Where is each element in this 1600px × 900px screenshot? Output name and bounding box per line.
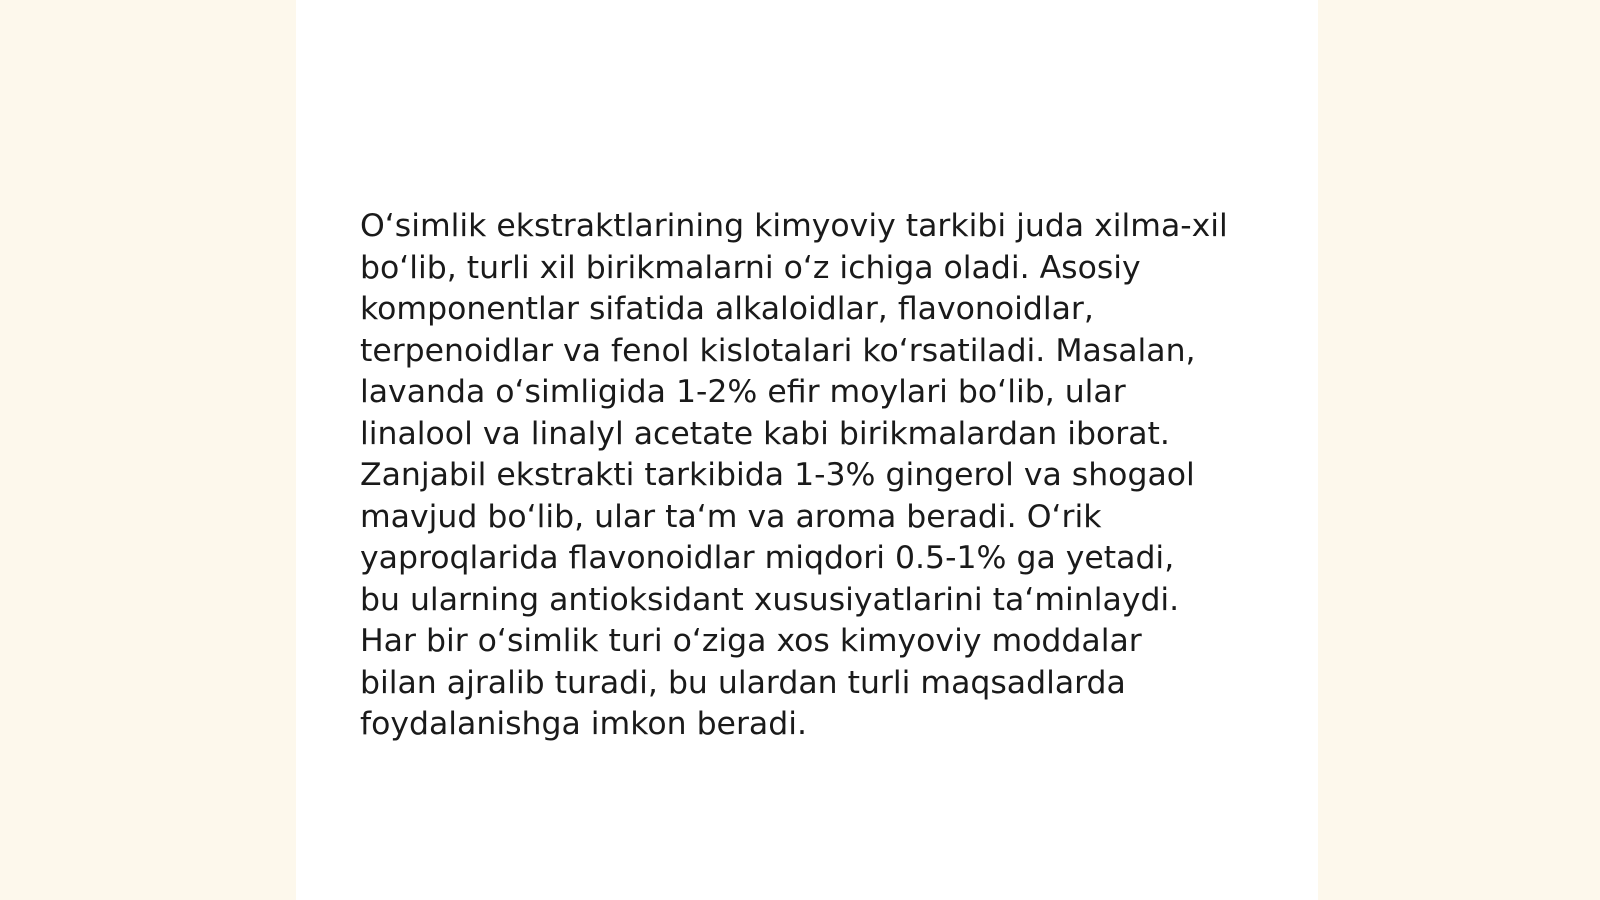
paragraph-line: Har bir o‘simlik turi o‘ziga xos kimyoviy moddalar [360, 623, 1142, 659]
paragraph-line: terpenoidlar va fenol kislotalari ko‘rsatiladi. Masalan, [360, 332, 1196, 369]
paragraph-line: komponentlar sifatida alkaloidlar, flavonoidlar, [360, 291, 1094, 327]
document-page [296, 0, 1318, 900]
paragraph-line: yaproqlarida flavonoidlar miqdori 0.5-1% ga yetadi, [360, 540, 1175, 576]
paragraph-line: O‘simlik ekstraktlarining kimyoviy tarkibi juda xilma-xil [360, 208, 1228, 244]
paragraph-line: mavjud bo‘lib, ular ta‘m va aroma beradi. O‘rik [360, 498, 1102, 535]
body-paragraph [360, 206, 1260, 746]
paragraph-line: bu ularning antioksidant xususiyatlarini ta‘minlaydi. [360, 581, 1180, 618]
paragraph-line: linalool va linalyl acetate kabi birikmalardan iborat. [360, 415, 1170, 452]
paragraph-line: bo‘lib, turli xil birikmalarni o‘z ichiga oladi. Asosiy [360, 249, 1141, 286]
paragraph-line: lavanda o‘simligida 1-2% efir moylari bo‘lib, ular [360, 374, 1126, 410]
paragraph-line: bilan ajralib turadi, bu ulardan turli maqsadlarda [360, 664, 1126, 701]
paragraph-line: foydalanishga imkon beradi. [360, 706, 807, 742]
paragraph-line: Zanjabil ekstrakti tarkibida 1-3% gingerol va shogaol [360, 457, 1195, 493]
